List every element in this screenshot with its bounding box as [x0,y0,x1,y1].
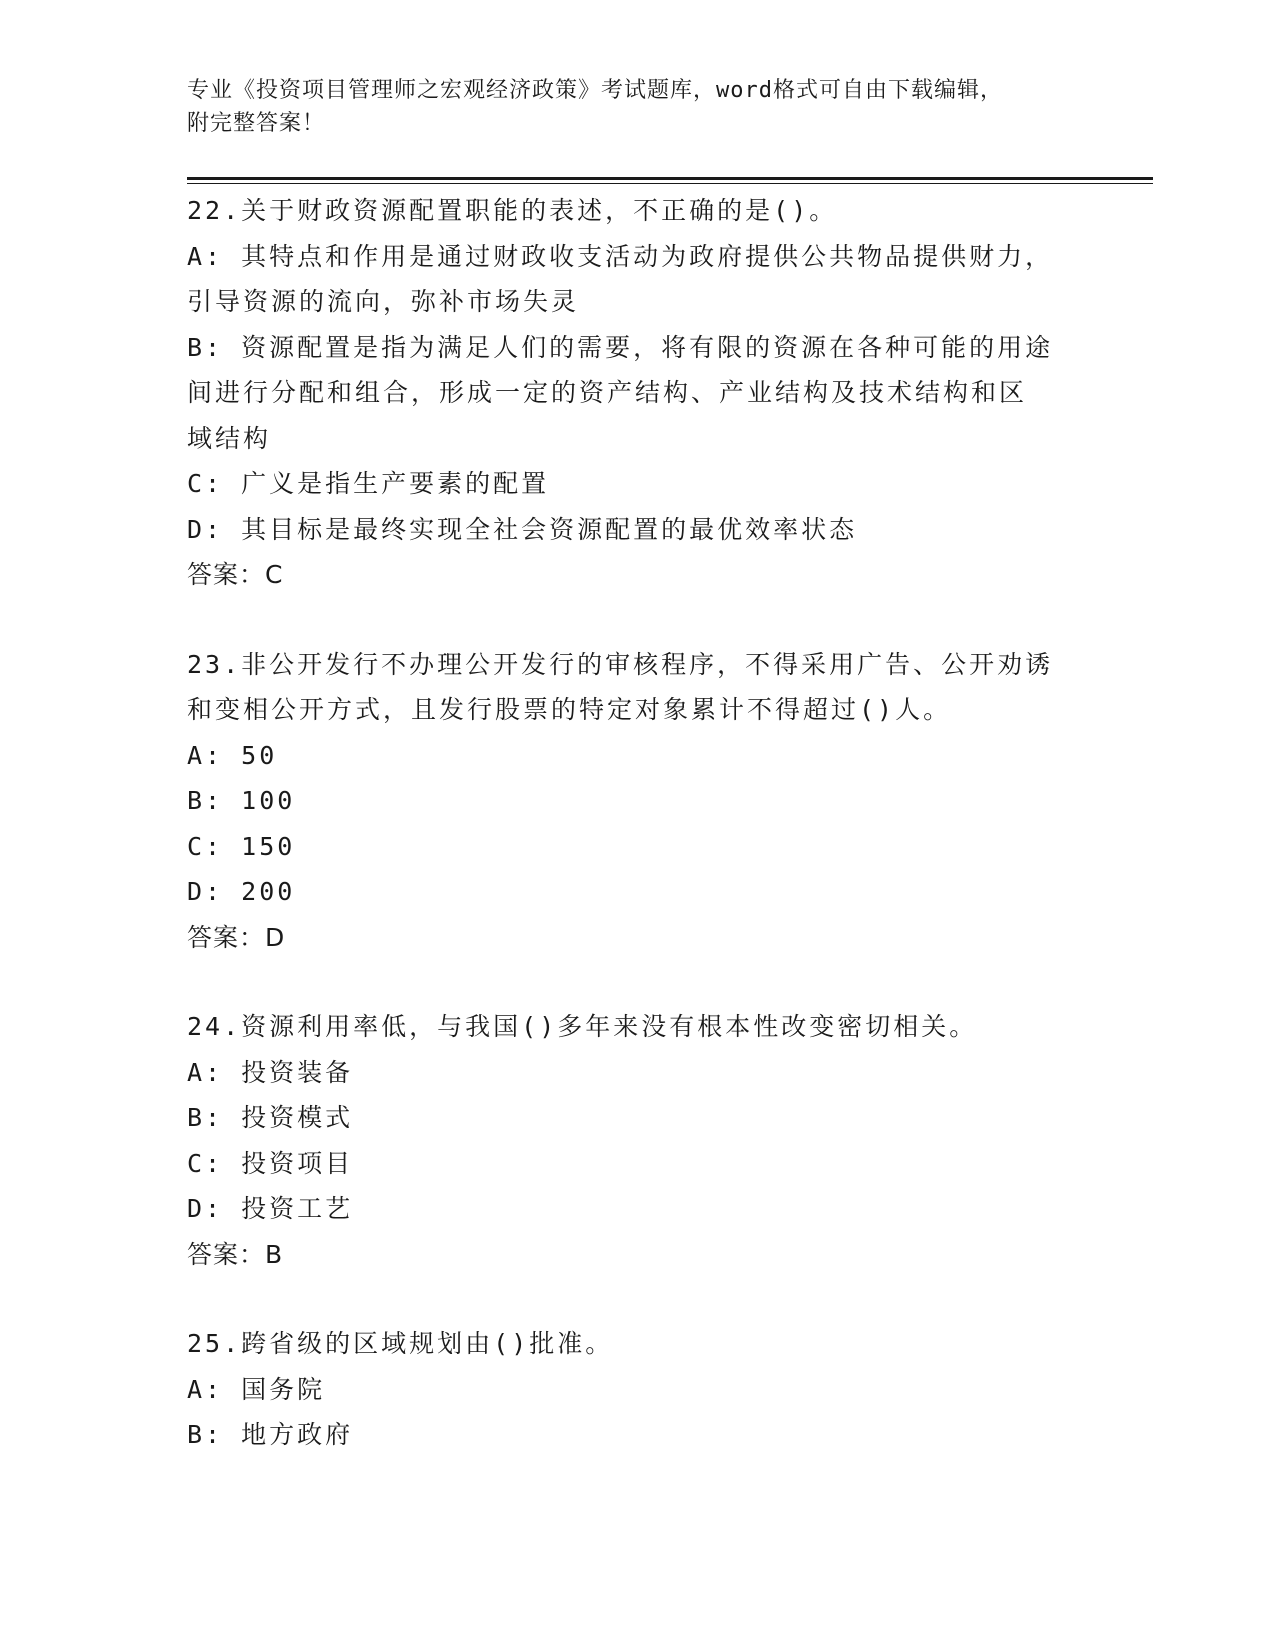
header-divider-thin [187,183,1153,184]
option-c: C: 广义是指生产要素的配置 [187,469,550,498]
option-a: A: 其特点和作用是通过财政收支活动为政府提供公共物品提供财力， [187,241,1054,271]
question-25 [187,1321,1087,1458]
header-divider-thick [187,177,1153,180]
option-d: D: 200 [187,877,296,906]
option-b-continued: 间进行分配和组合，形成一定的资产结构、产业结构及技术结构和区 [187,378,1028,407]
option-b-continued: 域结构 [187,423,272,453]
option-a: A: 50 [187,740,278,770]
answer-label: 答案：D [187,922,286,952]
question-22 [187,188,1087,598]
option-a-continued: 引导资源的流向，弥补市场失灵 [187,287,580,316]
answer-label: 答案：C [187,560,284,589]
question-24 [187,1004,1087,1277]
option-b: B: 100 [187,786,296,815]
question-stem-continued: 和变相公开方式，且发行股票的特定对象累计不得超过()人。 [187,695,952,724]
option-b: B: 资源配置是指为满足人们的需要，将有限的资源在各种可能的用途 [187,332,1054,362]
question-stem: 22.关于财政资源配置职能的表述，不正确的是()。 [187,196,838,225]
question-stem: 23.非公开发行不办理公开发行的审核程序，不得采用广告、公开劝诱 [187,649,1054,679]
header-line-1: 专业《投资项目管理师之宏观经济政策》考试题库，word格式可自由下载编辑， [187,78,1003,103]
option-d: D: 其目标是最终实现全社会资源配置的最优效率状态 [187,514,858,544]
option-c: C: 投资项目 [187,1148,354,1178]
document-header [187,74,1087,140]
question-stem: 25.跨省级的区域规划由()批准。 [187,1329,614,1358]
option-b: B: 地方政府 [187,1420,354,1449]
question-stem: 24.资源利用率低，与我国()多年来没有根本性改变密切相关。 [187,1012,978,1041]
option-a: A: 投资装备 [187,1057,354,1087]
header-line-2: 附完整答案！ [187,111,326,136]
option-d: D: 投资工艺 [187,1194,354,1223]
option-b: B: 投资模式 [187,1103,354,1132]
answer-label: 答案：B [187,1239,284,1269]
question-list [187,188,1087,1502]
option-a: A: 国务院 [187,1374,326,1404]
question-23 [187,642,1087,961]
option-c: C: 150 [187,831,296,861]
